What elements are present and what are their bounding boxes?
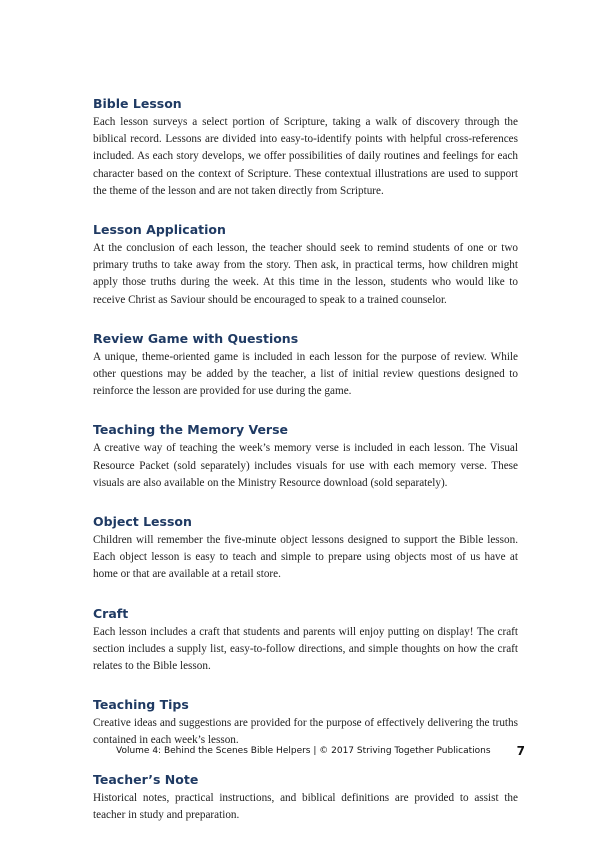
page-number: 7	[516, 744, 525, 758]
section-heading: Teaching the Memory Verse	[93, 422, 289, 438]
section-heading: Teacher’s Note	[93, 771, 199, 787]
footer-text: Volume 4: Behind the Scenes Bible Helpers | © 2017 Striving Together Publications	[116, 746, 491, 756]
content-column	[93, 96, 518, 846]
section-heading: Object Lesson	[93, 514, 192, 530]
section-body: Each lesson surveys a select portion of Scripture, taking a walk of discovery through the biblical record. Lessons are divided into easy-to-identify points with helpful cross-references included. As each story develops, we offer possibilities of daily routines and feelings for each character based on the context of Scripture. These contextual illustrations are used to support the theme of the lesson and are not taken directly from Scripture.	[93, 116, 518, 197]
section-object-lesson	[93, 514, 518, 584]
section-body: Each lesson includes a craft that students and parents will enjoy putting on display! The craft section includes a supply list, easy-to-follow directions, and simple thoughts on how the craft relates to the Bible lesson.	[93, 625, 518, 673]
section-heading: Bible Lesson	[93, 96, 182, 111]
section-body: Children will remember the five-minute object lessons designed to support the Bible lesson. Each object lesson is easy to teach and simple to prepare using objects most of us have at home or that are available at a retail store.	[93, 534, 518, 581]
section-craft	[93, 606, 518, 676]
section-lesson-application	[93, 222, 518, 309]
section-heading: Lesson Application	[93, 222, 226, 238]
section-teaching-tips	[93, 697, 518, 749]
section-body: Historical notes, practical instructions, and biblical definitions are provided to assist the teacher in study and preparation.	[93, 791, 518, 821]
section-body: At the conclusion of each lesson, the teacher should seek to remind students of one or two primary truths to take away from the story. Then ask, in practical terms, how children might apply those truths during the week. At this time in the lesson, students who would like to receive Christ as Saviour should be encouraged to speak to a trained counselor.	[93, 242, 518, 306]
section-body: A creative way of teaching the week’s memory verse is included in each lesson. The Visual Resource Packet (sold separately) includes visuals for use with each memory verse. These visuals are also available on the Ministry Resource download (sold separately).	[93, 442, 518, 489]
section-memory-verse	[93, 422, 518, 492]
section-teachers-note	[93, 772, 518, 824]
section-heading: Teaching Tips	[93, 697, 189, 713]
section-heading: Review Game with Questions	[93, 330, 299, 346]
section-review-game	[93, 331, 518, 401]
section-heading: Craft	[93, 605, 129, 621]
section-body: Creative ideas and suggestions are provided for the purpose of effectively delivering the truths contained in each week’s lesson.	[93, 717, 518, 747]
section-body: A unique, theme-oriented game is included in each lesson for the purpose of review. While other questions may be added by the teacher, a list of initial review questions designed to reinforce the lesson are provided for use during the game.	[93, 350, 518, 398]
section-bible-lesson	[93, 96, 518, 200]
